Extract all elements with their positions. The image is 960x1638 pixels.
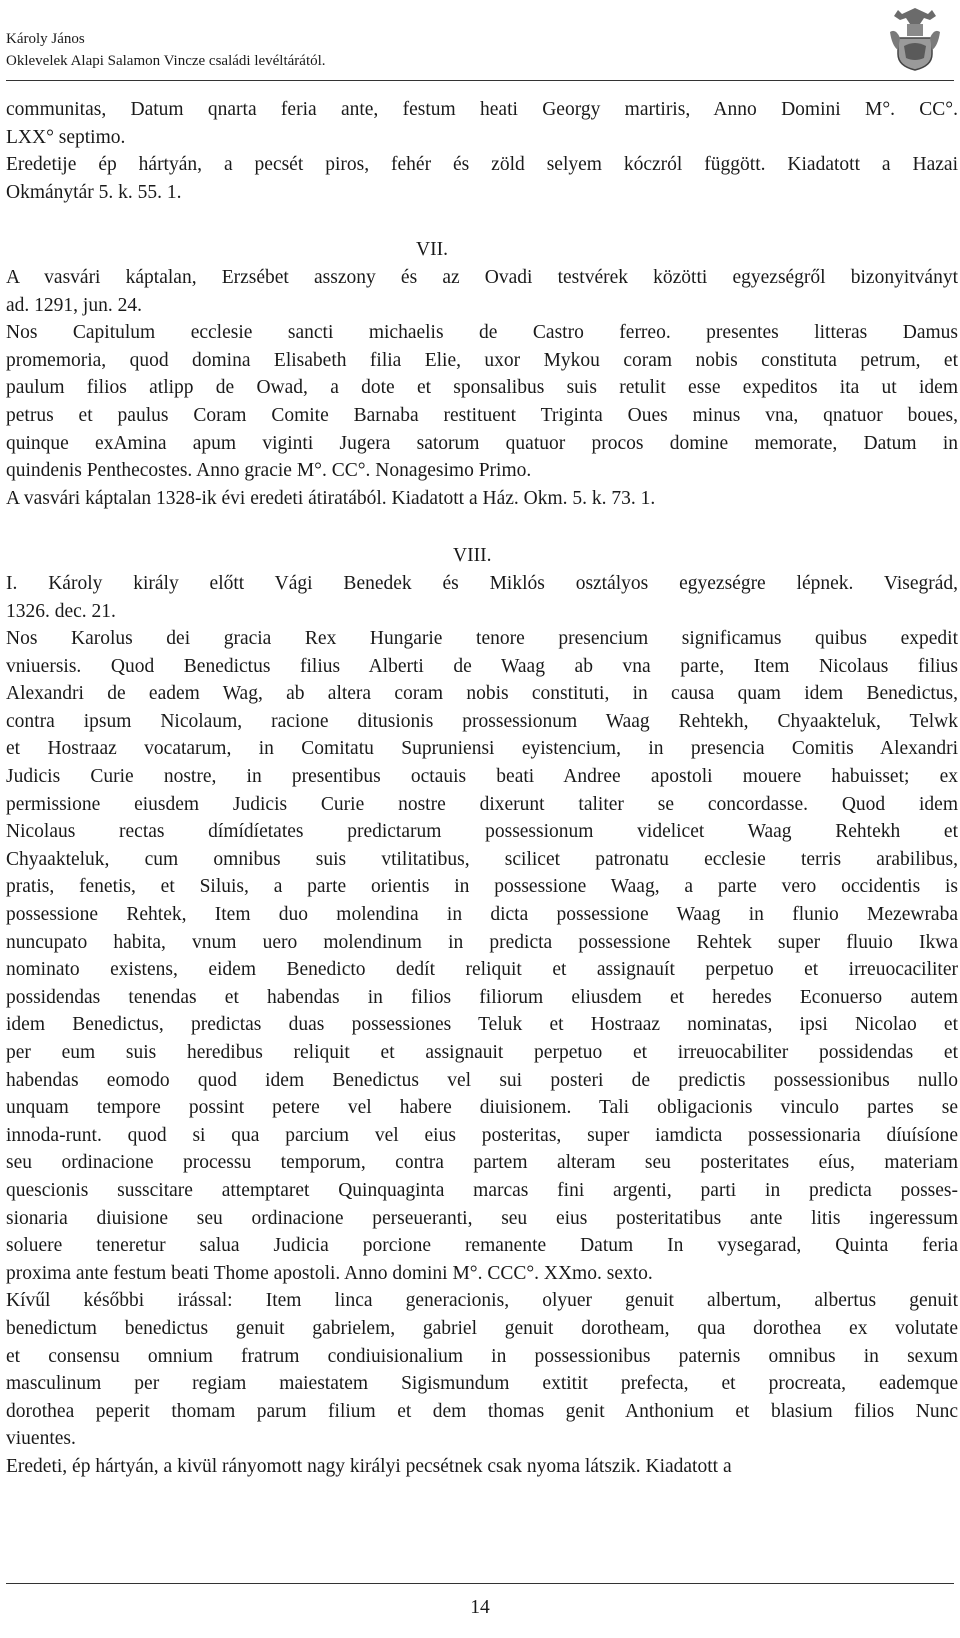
text-line: possidendas tenendas et habendas in filios filiorum eliusdem et heredes Econuerso autem: [6, 986, 958, 1008]
text-line: sionaria diuisione seu ordinacione perseueranti, seu eius posteritatibus ante litis ingeressum: [6, 1207, 958, 1229]
text-line: Chyaakteluk, cum omnibus suis vtilitatibus, scilicet patronatu ecclesie terris arabilibus,: [6, 848, 958, 870]
paragraph: [6, 319, 958, 485]
header-rule: [6, 80, 954, 81]
text-line: ad. 1291, jun. 24.: [6, 294, 142, 316]
text-line: habendas eomodo quod idem Benedictus vel sui posteri de predictis possessionibus nullo: [6, 1069, 958, 1091]
paragraph: [6, 485, 958, 513]
text-line: petrus et paulus Coram Comite Barnaba restituent Triginta Oues minus vna, qnatuor boues,: [6, 404, 958, 426]
text-line: Alexandri de eadem Wag, ab altera coram nobis constituti, in causa quam idem Benedictus,: [6, 683, 958, 705]
text-line: soluere teneretur salua Judicia porcione remanente Datum In vysegarad, Quinta feria: [6, 1235, 958, 1257]
text-line: 1326. dec. 21.: [6, 600, 116, 622]
text-line: et Hostraaz vocatarum, in Comitatu Supruniensi eyistencium, in presencia Comitis Alexandri: [6, 738, 958, 760]
paragraph: [6, 151, 958, 206]
text-line: promemoria, quod domina Elisabeth filia Elie, uxor Mykou coram nobis constituta petrum, et: [6, 349, 958, 371]
text-line: Kívűl későbbi irással: Item linca generacionis, olyuer genuit albertum, albertus genuit: [6, 1290, 958, 1312]
text-line: LXX° septimo.: [6, 126, 126, 148]
text-line: I. Károly király előtt Vági Benedek és Miklós osztályos egyezségre lépnek. Visegrád,: [6, 572, 958, 594]
text-line: idem Benedictus, predictas duas possessiones Teluk et Hostraaz nominatas, ipsi Nicolao et: [6, 1014, 958, 1036]
section-gap: [6, 512, 958, 542]
paragraph: [6, 625, 958, 1287]
text-line: proxima ante festum beati Thome apostoli. Anno domini M°. CCC°. XXmo. sexto.: [6, 1262, 653, 1284]
running-header: [6, 28, 326, 72]
text-line: communitas, Datum qnarta feria ante, festum heati Georgy martiris, Anno Domini M°. CC°.: [6, 99, 958, 120]
text-line: nuncupato habita, vnum uero molendinum in predicta possessione Rehtek super fluuio Ikwa: [6, 931, 958, 953]
header-author: Károly János: [6, 31, 85, 47]
paragraph: [6, 96, 958, 151]
paragraph: [6, 1287, 958, 1453]
section-heading: VIII.: [453, 545, 492, 567]
text-line: unquam tempore possint petere vel habere diuisionem. Tali obligacionis vinculo partes se: [6, 1097, 958, 1119]
text-line: per eum suis heredibus reliquit et assignauit perpetuo et irreuocabiliter possidendas et: [6, 1042, 958, 1063]
paragraph: [6, 264, 958, 319]
text-line: viuentes.: [6, 1428, 76, 1450]
text-line: Okmánytár 5. k. 55. 1.: [6, 181, 182, 203]
text-line: possessione Rehtek, Item duo molendina in dicta possessione Waag in flunio Mezewraba: [6, 904, 958, 926]
document-body: [6, 96, 958, 1481]
text-line: quinque exAmina apum viginti Jugera satorum quatuor procos domine memorate, Datum in: [6, 432, 958, 454]
text-line: et consensu omnium fratrum condiuisionalium in possessionibus paternis omnibus in sexum: [6, 1345, 958, 1367]
text-line: permissione eiusdem Judicis Curie nostre dixerunt taliter se concordasse. Quod idem: [6, 793, 958, 815]
section-heading: VII.: [416, 239, 448, 261]
text-line: masculinum per regiam maiestatem Sigismundum extitit prefecta, et procreata, eademque: [6, 1373, 958, 1395]
text-line: contra ipsum Nicolaum, racione ditusionis prossessionum Waag Rehtekh, Chyaakteluk, Telwk: [6, 710, 958, 732]
coat-of-arms-icon: [884, 2, 946, 72]
text-line: Nos Capitulum ecclesie sancti michaelis de Castro ferreo. presentes litteras Damus: [6, 322, 958, 344]
text-line: quindenis Penthecostes. Anno gracie M°. CC°. Nonagesimo Primo.: [6, 460, 532, 482]
footer-rule: [6, 1583, 954, 1584]
text-line: innoda-runt. quod si qua parcium vel eius posteritas, super iamdicta possessionaria díuísíone: [6, 1124, 958, 1146]
text-line: Eredeti, ép hártyán, a kivül rányomott nagy királyi pecsétnek csak nyoma látszik. Kiadatott a: [6, 1455, 732, 1477]
text-line: A vasvári káptalan, Erzsébet asszony és az Ovadi testvérek közötti egyezségről bizonyitványt: [6, 266, 958, 288]
text-line: benedictum benedictus genuit gabrielem, gabriel genuit dorotheam, qua dorothea ex volutate: [6, 1317, 958, 1339]
text-line: quescionis susscitare attemptaret Quinquaginta marcas fini argenti, parti in predicta posses-: [6, 1179, 958, 1201]
text-line: vniuersis. Quod Benedictus filius Alberti de Waag ab vna parte, Item Nicolaus filius: [6, 655, 958, 677]
text-line: A vasvári káptalan 1328-ik évi eredeti átiratából. Kiadatott a Ház. Okm. 5. k. 73. 1.: [6, 487, 656, 509]
text-line: Nos Karolus dei gracia Rex Hungarie tenore presencium significamus quibus expedit: [6, 628, 958, 650]
text-line: paulum filios atlipp de Owad, a dote et sponsalibus suis retulit esse expeditos ita ut idem: [6, 377, 958, 399]
text-line: nominato existens, eidem Benedicto dedít reliquit et assignauít perpetuo et irreuocaciliter: [6, 959, 958, 981]
header-title: Oklevelek Alapi Salamon Vincze családi levéltárától.: [6, 53, 326, 69]
text-line: Eredetije ép hártyán, a pecsét piros, fehér és zöld selyem kóczról függött. Kiadatott a Hazai: [6, 154, 958, 176]
text-line: Nicolaus rectas dímídíetates predictarum possessionum videlicet Waag Rehtekh et: [6, 821, 958, 843]
paragraph: [6, 1453, 958, 1481]
text-line: pratis, fenetis, et Siluis, a parte orientis in possessione Waag, a parte vero occidentis is: [6, 876, 958, 898]
page-number: 14: [470, 1597, 490, 1618]
text-line: Judicis Curie nostre, in presentibus octauis beati Andree apostoli mouere habuisset; ex: [6, 766, 958, 788]
paragraph: [6, 570, 958, 625]
text-line: dorothea peperit thomam parum filium et dem thomas genit Anthonium et blasium filios Nunc: [6, 1400, 958, 1422]
section-gap: [6, 206, 958, 236]
text-line: seu ordinacione processu temporum, contra partem alteram seu posteritates eíus, materiam: [6, 1152, 958, 1174]
